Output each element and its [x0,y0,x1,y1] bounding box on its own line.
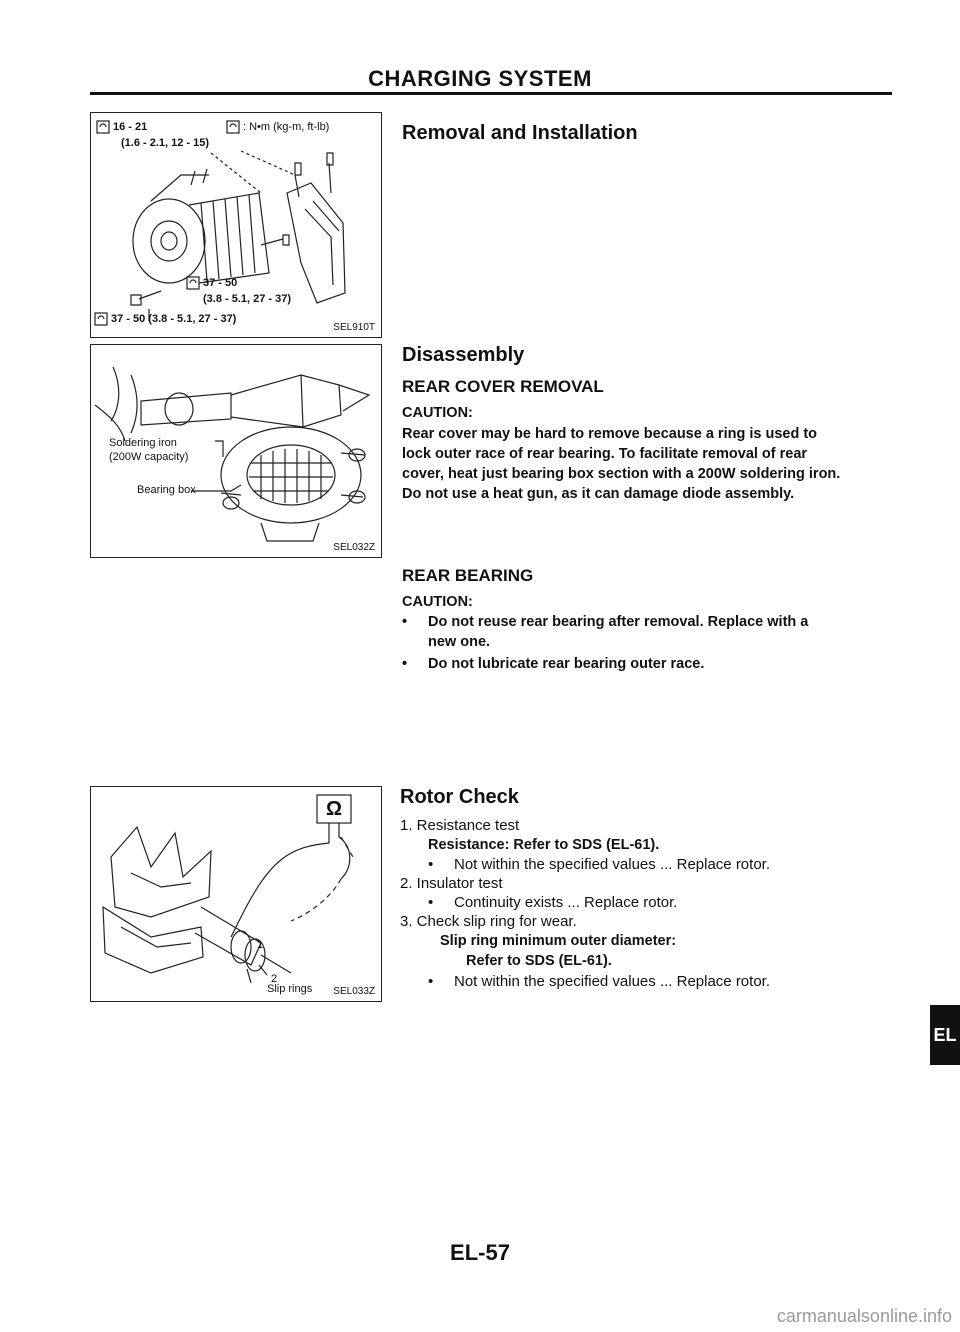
rotor-step-2-bullet: Continuity exists ... Replace rotor. [454,894,678,911]
label-probe-2: 2 [271,973,278,985]
section-tab-el: EL [930,1005,960,1065]
rear-bearing-bullet-1-cont: new one. [428,634,491,650]
bullet-dot: • [402,656,408,672]
label-bearing-box: Bearing box [137,484,196,496]
figure-rear-cover-removal [90,344,382,558]
heading-rear-cover-removal: REAR COVER REMOVAL [402,377,604,396]
bullet-dot: • [428,973,434,990]
heading-removal-installation: Removal and Installation [402,122,638,144]
bullet-dot: • [402,614,408,630]
figure-alternator-installation [90,112,382,338]
bullet-dot: • [428,894,434,911]
label-probe-1: 1 [257,939,264,951]
torque-top-value: 16 - 21 [113,121,148,133]
watermark: carmanualsonline.info [776,1306,952,1326]
caution-label: CAUTION: [402,405,473,421]
torque-bottom: 37 - 50 (3.8 - 5.1, 27 - 37) [111,313,237,325]
caution-line: cover, heat just bearing box section with a 200W soldering iron. [402,466,841,482]
figure-rotor-check [90,786,382,1002]
rear-cover-caution-text [402,424,902,504]
rotor-step-3-spec-ref: Refer to SDS (EL-61). [466,953,612,969]
heading-disassembly: Disassembly [402,344,525,366]
figure-code: SEL032Z [333,542,375,553]
torque-top-sub: (1.6 - 2.1, 12 - 15) [121,137,210,149]
rotor-step-1-spec: Resistance: Refer to SDS (EL-61). [428,837,660,853]
torque-mid-value: 37 - 50 [203,277,238,289]
rotor-step-1-bullet: Not within the specified values ... Replace rotor. [454,856,770,873]
label-soldering-iron: Soldering iron [109,437,177,449]
heading-rear-bearing: REAR BEARING [402,566,534,585]
caution-line: Do not use a heat gun, as it can damage diode assembly. [402,486,795,502]
caution-line: Rear cover may be hard to remove because a ring is used to [402,426,818,442]
rotor-step-3: 3. Check slip ring for wear. [400,913,577,930]
figure-code: SEL033Z [333,986,375,997]
torque-unit-label: : N•m (kg-m, ft-lb) [243,121,330,133]
caution-line: lock outer race of rear bearing. To facilitate removal of rear [402,446,808,462]
page-number: EL-57 [450,1240,510,1265]
label-slip-rings: Slip rings [267,983,313,995]
bullet-dot: • [428,856,434,873]
rear-bearing-bullet-2: Do not lubricate rear bearing outer race. [428,656,705,672]
figure-code: SEL910T [333,322,375,333]
header-rule [90,92,892,95]
rotor-step-3-spec: Slip ring minimum outer diameter: [440,933,677,949]
caution-label: CAUTION: [402,594,473,610]
rotor-step-2: 2. Insulator test [400,875,503,892]
heading-rotor-check: Rotor Check [400,786,519,808]
rear-bearing-bullet-1: Do not reuse rear bearing after removal. Replace with a [428,614,809,630]
label-soldering-capacity: (200W capacity) [109,451,189,463]
torque-mid-sub: (3.8 - 5.1, 27 - 37) [203,293,292,305]
rotor-step-1: 1. Resistance test [400,817,520,834]
page-header-title: CHARGING SYSTEM [368,66,592,91]
ohmmeter-symbol: Ω [325,798,343,820]
rotor-step-3-bullet: Not within the specified values ... Replace rotor. [454,973,770,990]
